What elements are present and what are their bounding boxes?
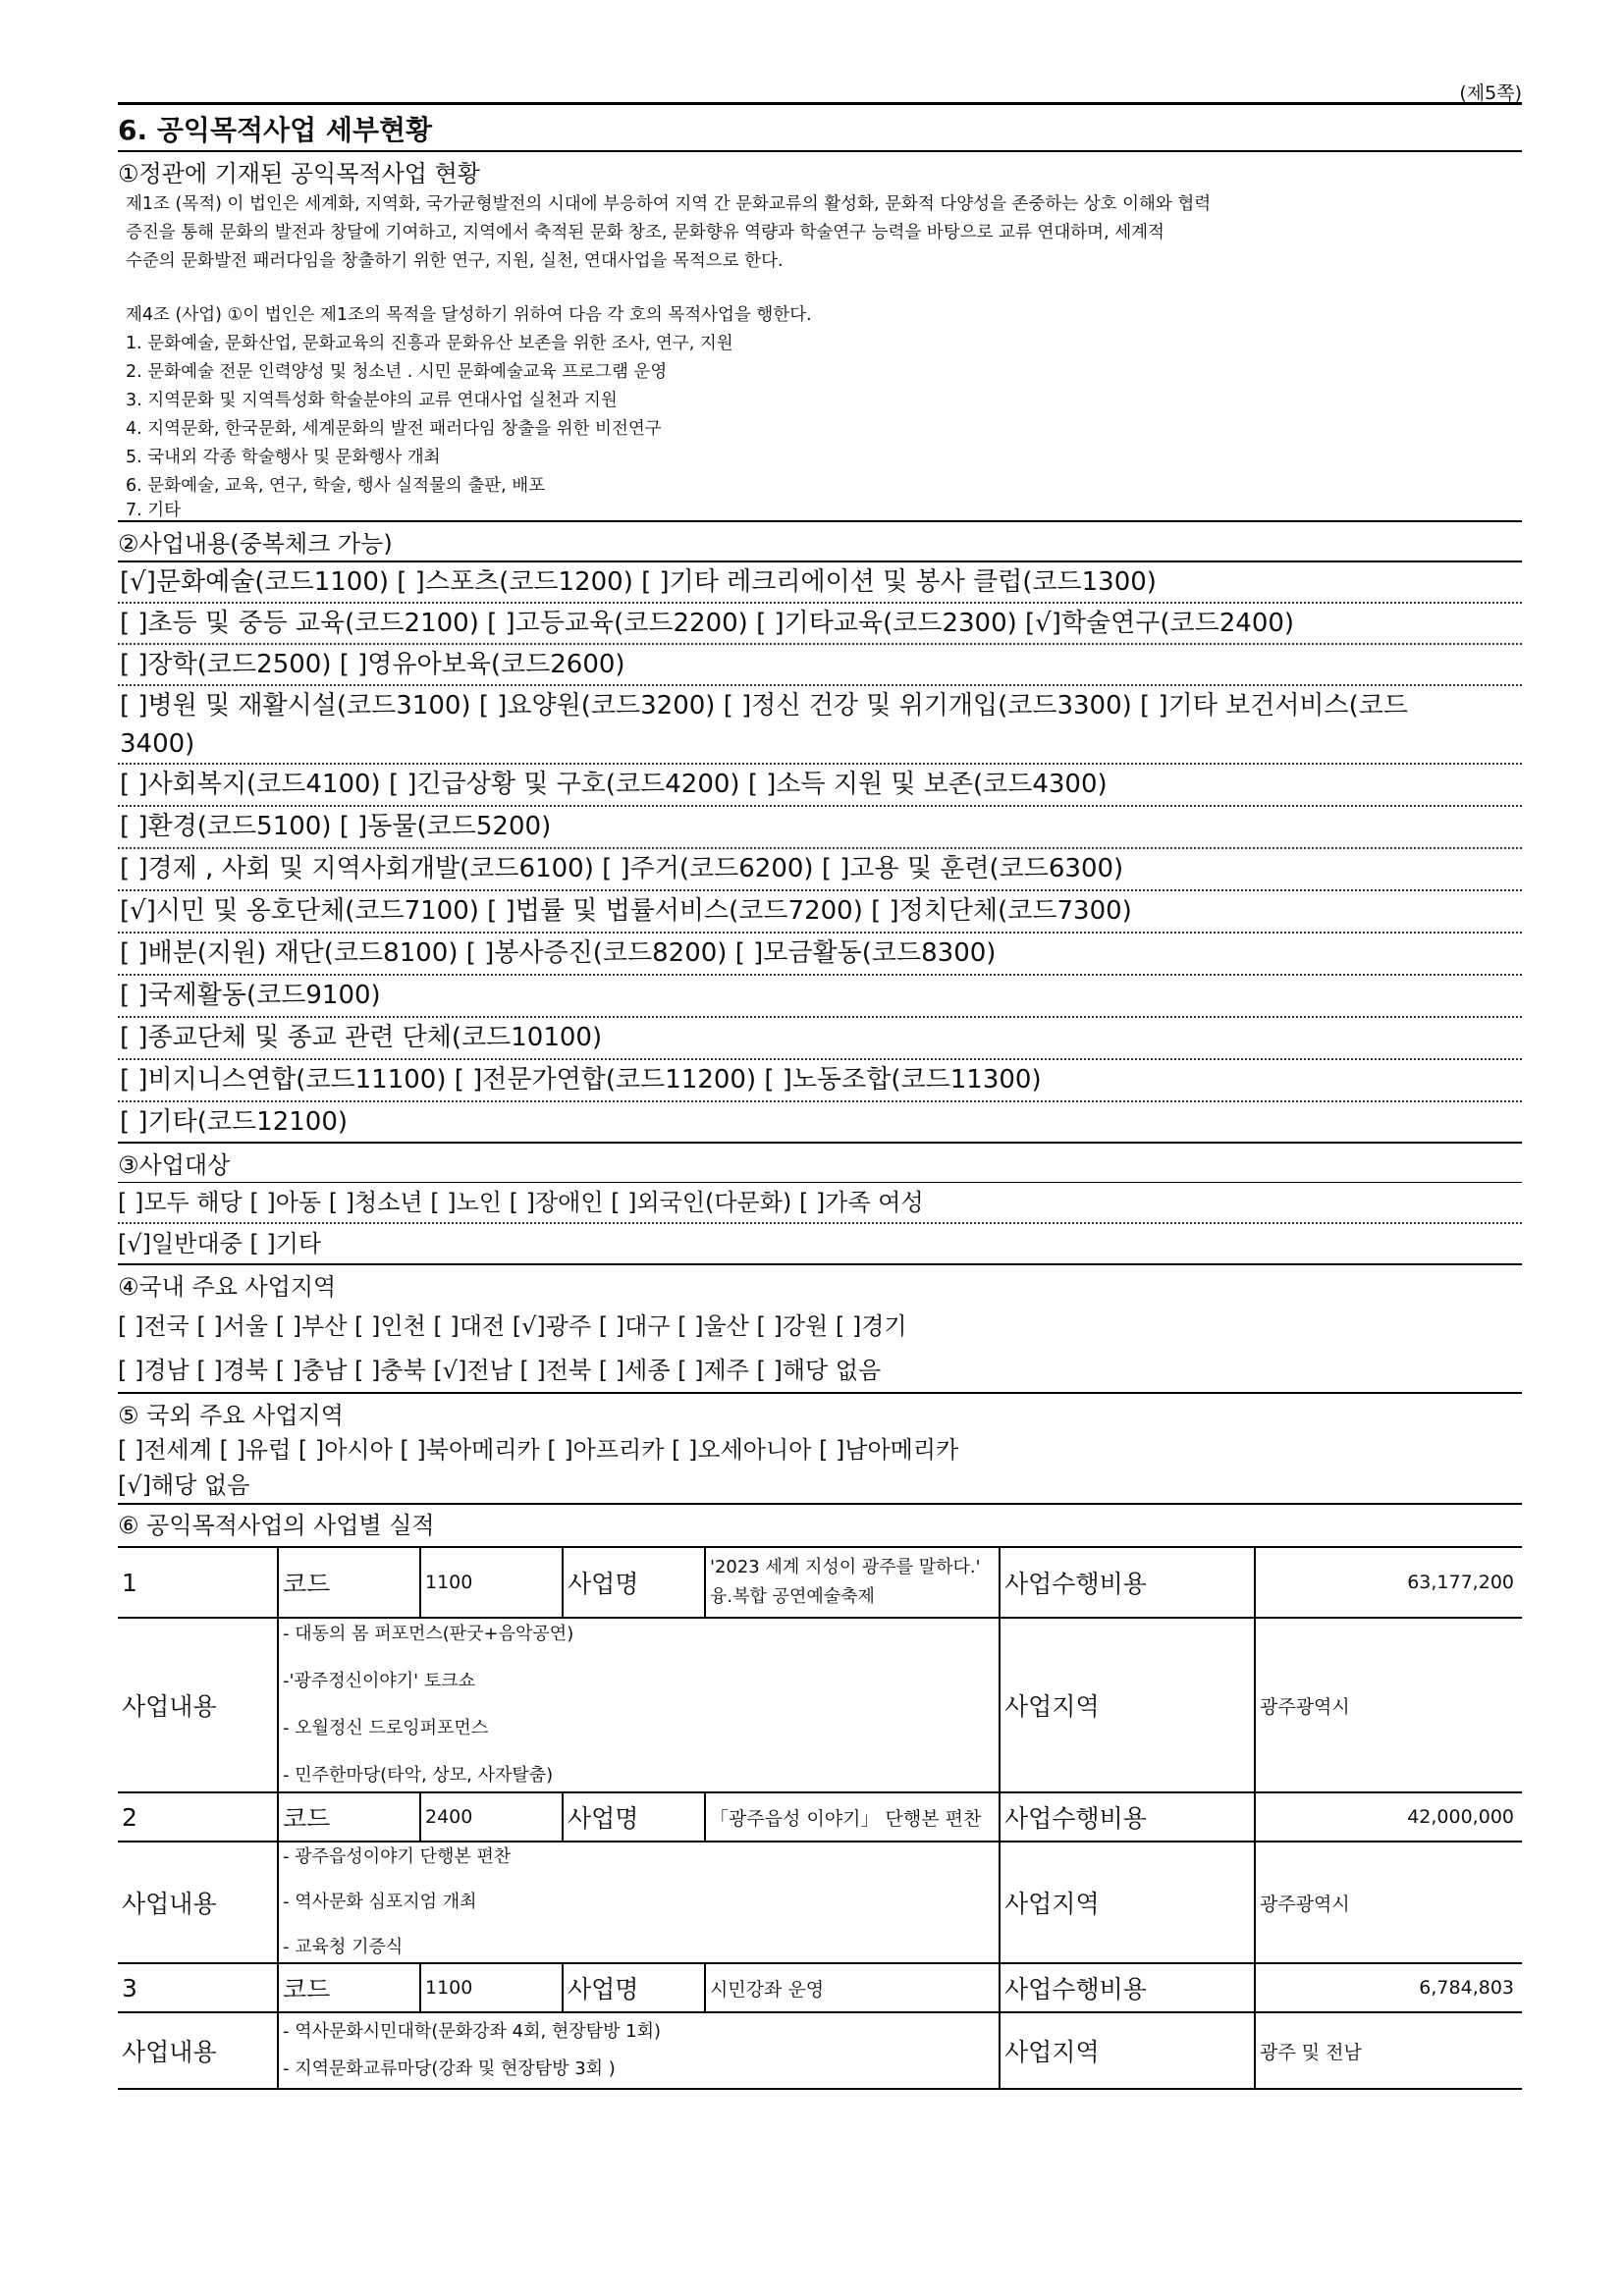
s1-heading: ①정관에 기재된 공익목적사업 현황 bbox=[118, 160, 480, 187]
article4-line: 7. 기타 bbox=[126, 501, 182, 520]
result-row-content bbox=[118, 2012, 1522, 2089]
domestic-region-line: [ ]전국 [ ]서울 [ ]부산 [ ]인천 [ ]대전 [√]광주 [ ]대구 [ ]울산 [ ]강원 [ ]경기 bbox=[118, 1312, 907, 1340]
business-type-line: [ ]종교단체 및 종교 관련 단체(코드10100) bbox=[120, 1023, 603, 1052]
content-list bbox=[278, 1618, 1000, 1792]
name-label: 사업명 bbox=[563, 1963, 705, 2012]
code-value: 1100 bbox=[420, 1963, 563, 2012]
target-line: [√]일반대중 [ ]기타 bbox=[118, 1230, 322, 1257]
content-label: 사업내용 bbox=[118, 1842, 278, 1963]
region-value: 광주광역시 bbox=[1255, 1842, 1522, 1963]
article4-line: 4. 지역문화, 한국문화, 세계문화의 발전 패러다임 창출을 위한 비전연구 bbox=[126, 419, 662, 439]
region-value: 광주 및 전남 bbox=[1255, 2012, 1522, 2089]
s2-heading: ②사업내용(중복체크 가능) bbox=[118, 530, 393, 558]
code-value: 1100 bbox=[420, 1547, 563, 1618]
content-item: - 교육청 기증식 bbox=[283, 1937, 404, 1957]
page bbox=[118, 79, 1522, 2090]
code-label: 코드 bbox=[278, 1963, 420, 2012]
region-value: 광주광역시 bbox=[1255, 1618, 1522, 1792]
result-row-header bbox=[118, 1963, 1522, 2012]
business-type-line: [ ]경제 , 사회 및 지역사회개발(코드6100) [ ]주거(코드6200) [ ]고용 및 훈련(코드6300) bbox=[120, 854, 1124, 883]
article4-line: 5. 국내외 각종 학술행사 및 문화행사 개최 bbox=[126, 448, 441, 467]
article4-line: 2. 문화예술 전문 인력양성 및 청소년 . 시민 문화예술교육 프로그램 운영 bbox=[126, 362, 668, 382]
result-row-header bbox=[118, 1792, 1522, 1842]
article1-line: 수준의 문화발전 패러다임을 창출하기 위한 연구, 지원, 실천, 연대사업을 목적으로 한다. bbox=[126, 251, 784, 271]
cost-label: 사업수행비용 bbox=[1000, 1547, 1255, 1618]
region-label: 사업지역 bbox=[1000, 1842, 1255, 1963]
article4-line: 3. 지역문화 및 지역특성화 학술분야의 교류 연대사업 실천과 지원 bbox=[126, 391, 618, 410]
cost-value: 6,784,803 bbox=[1255, 1963, 1522, 2012]
article4-line: 제4조 (사업) ①이 법인은 제1조의 목적을 달성하기 위하여 다음 각 호의 목적사업을 행한다. bbox=[126, 305, 812, 325]
result-row-header bbox=[118, 1547, 1522, 1618]
domestic-region-line: [ ]경남 [ ]경북 [ ]충남 [ ]충북 [√]전남 [ ]전북 [ ]세종 [ ]제주 [ ]해당 없음 bbox=[118, 1357, 882, 1384]
article1-line: 증진을 통해 문화의 발전과 창달에 기여하고, 지역에서 축적된 문화 창조, 문화향유 역량과 학술연구 능력을 바탕으로 교류 연대하며, 세계적 bbox=[126, 223, 1164, 242]
content-item: - 대동의 몸 퍼포먼스(판굿+음악공연) bbox=[283, 1624, 574, 1644]
region-label: 사업지역 bbox=[1000, 2012, 1255, 2089]
result-row-content bbox=[118, 1618, 1522, 1792]
business-results-table bbox=[118, 1546, 1522, 2090]
content-label: 사업내용 bbox=[118, 2012, 278, 2089]
content-label: 사업내용 bbox=[118, 1618, 278, 1792]
row-number: 3 bbox=[118, 1963, 278, 2012]
content-item: - 민주한마당(타악, 상모, 사자탈춤) bbox=[283, 1765, 554, 1786]
business-type-line: [ ]배분(지원) 재단(코드8100) [ ]봉사증진(코드8200) [ ]모금활동(코드8300) bbox=[120, 938, 997, 968]
target-line: [ ]모두 해당 [ ]아동 [ ]청소년 [ ]노인 [ ]장애인 [ ]외국인(다문화) [ ]가족 여성 bbox=[118, 1189, 924, 1216]
content-item: - 역사문화시민대학(문화강좌 4회, 현장탐방 1회) bbox=[283, 2021, 662, 2042]
business-type-line: [ ]사회복지(코드4100) [ ]긴급상황 및 구호(코드4200) [ ]소득 지원 및 보존(코드4300) bbox=[120, 770, 1108, 799]
s5-heading: ⑤ 국외 주요 사업지역 bbox=[118, 1402, 344, 1429]
name-label: 사업명 bbox=[563, 1792, 705, 1842]
content-item: -'광주정신이야기' 토크쇼 bbox=[283, 1671, 475, 1691]
code-value: 2400 bbox=[420, 1792, 563, 1842]
business-type-line: [√]문화예술(코드1100) [ ]스포츠(코드1200) [ ]기타 레크리에이션 및 봉사 클럽(코드1300) bbox=[120, 567, 1157, 597]
business-type-line: [ ]병원 및 재활시설(코드3100) [ ]요양원(코드3200) [ ]정신 건강 및 위기개입(코드3300) [ ]기타 보건서비스(코드 bbox=[120, 691, 1409, 721]
overseas-region-line: [√]해당 없음 bbox=[118, 1471, 250, 1499]
business-type-line: [ ]환경(코드5100) [ ]동물(코드5200) bbox=[120, 812, 552, 841]
s6-heading: ⑥ 공익목적사업의 사업별 실적 bbox=[118, 1512, 435, 1539]
content-item: - 광주읍성이야기 단행본 편찬 bbox=[283, 1846, 512, 1867]
overseas-region-line: [ ]전세계 [ ]유럽 [ ]아시아 [ ]북아메리카 [ ]아프리카 [ ]오세아니아 [ ]남아메리카 bbox=[118, 1436, 959, 1464]
business-name: 시민강좌 운영 bbox=[705, 1963, 1000, 2012]
content-item: - 오월정신 드로잉퍼포먼스 bbox=[283, 1718, 489, 1738]
cost-value: 42,000,000 bbox=[1255, 1792, 1522, 1842]
article-text bbox=[118, 190, 1522, 520]
article4-line: 1. 문화예술, 문화산업, 문화교육의 진흥과 문화유산 보존을 위한 조사, 연구, 지원 bbox=[126, 334, 733, 353]
article4-line: 6. 문화예술, 교육, 연구, 학술, 행사 실적물의 출판, 배포 bbox=[126, 476, 546, 496]
content-item: - 역사문화 심포지엄 개최 bbox=[283, 1892, 477, 1912]
row-number: 2 bbox=[118, 1792, 278, 1842]
business-type-line: [ ]기타(코드12100) bbox=[120, 1107, 349, 1137]
row-number: 1 bbox=[118, 1547, 278, 1618]
code-label: 코드 bbox=[278, 1547, 420, 1618]
s3-heading: ③사업대상 bbox=[118, 1151, 231, 1179]
result-row-content bbox=[118, 1842, 1522, 1963]
business-type-line: [ ]장학(코드2500) [ ]영유아보육(코드2600) bbox=[120, 650, 625, 679]
business-type-line: [√]시민 및 옹호단체(코드7100) [ ]법률 및 법률서비스(코드7200) [ ]정치단체(코드7300) bbox=[120, 896, 1132, 926]
region-label: 사업지역 bbox=[1000, 1618, 1255, 1792]
business-type-line: [ ]초등 및 중등 교육(코드2100) [ ]고등교육(코드2200) [ ]기타교육(코드2300) [√]학술연구(코드2400) bbox=[120, 609, 1295, 638]
name-label: 사업명 bbox=[563, 1547, 705, 1618]
business-name: 「광주읍성 이야기」 단행본 편찬 bbox=[705, 1792, 1000, 1842]
business-name: '2023 세계 지성이 광주를 말하다.' 융.복합 공연예술축제 bbox=[705, 1547, 1000, 1618]
cost-value: 63,177,200 bbox=[1255, 1547, 1522, 1618]
cost-label: 사업수행비용 bbox=[1000, 1963, 1255, 2012]
cost-label: 사업수행비용 bbox=[1000, 1792, 1255, 1842]
business-type-line: [ ]비지니스연합(코드11100) [ ]전문가연합(코드11200) [ ]노동조합(코드11300) bbox=[120, 1065, 1042, 1095]
section-title: 6. 공익목적사업 세부현황 bbox=[118, 102, 1522, 152]
code-label: 코드 bbox=[278, 1792, 420, 1842]
business-type-line: [ ]국제활동(코드9100) bbox=[120, 981, 381, 1010]
page-number: (제5쪽) bbox=[1459, 82, 1522, 104]
s4-heading: ④국내 주요 사업지역 bbox=[118, 1273, 337, 1301]
content-list bbox=[278, 1842, 1000, 1963]
content-list bbox=[278, 2012, 1000, 2089]
business-type-line-cont: 3400) bbox=[120, 729, 195, 759]
article1-line: 제1조 (목적) 이 법인은 세계화, 지역화, 국가균형발전의 시대에 부응하여 지역 간 문화교류의 활성화, 문화적 다양성을 존중하는 상호 이해와 협력 bbox=[126, 194, 1212, 214]
content-item: - 지역문화교류마당(강좌 및 현장탐방 3회 ) bbox=[283, 2058, 616, 2079]
